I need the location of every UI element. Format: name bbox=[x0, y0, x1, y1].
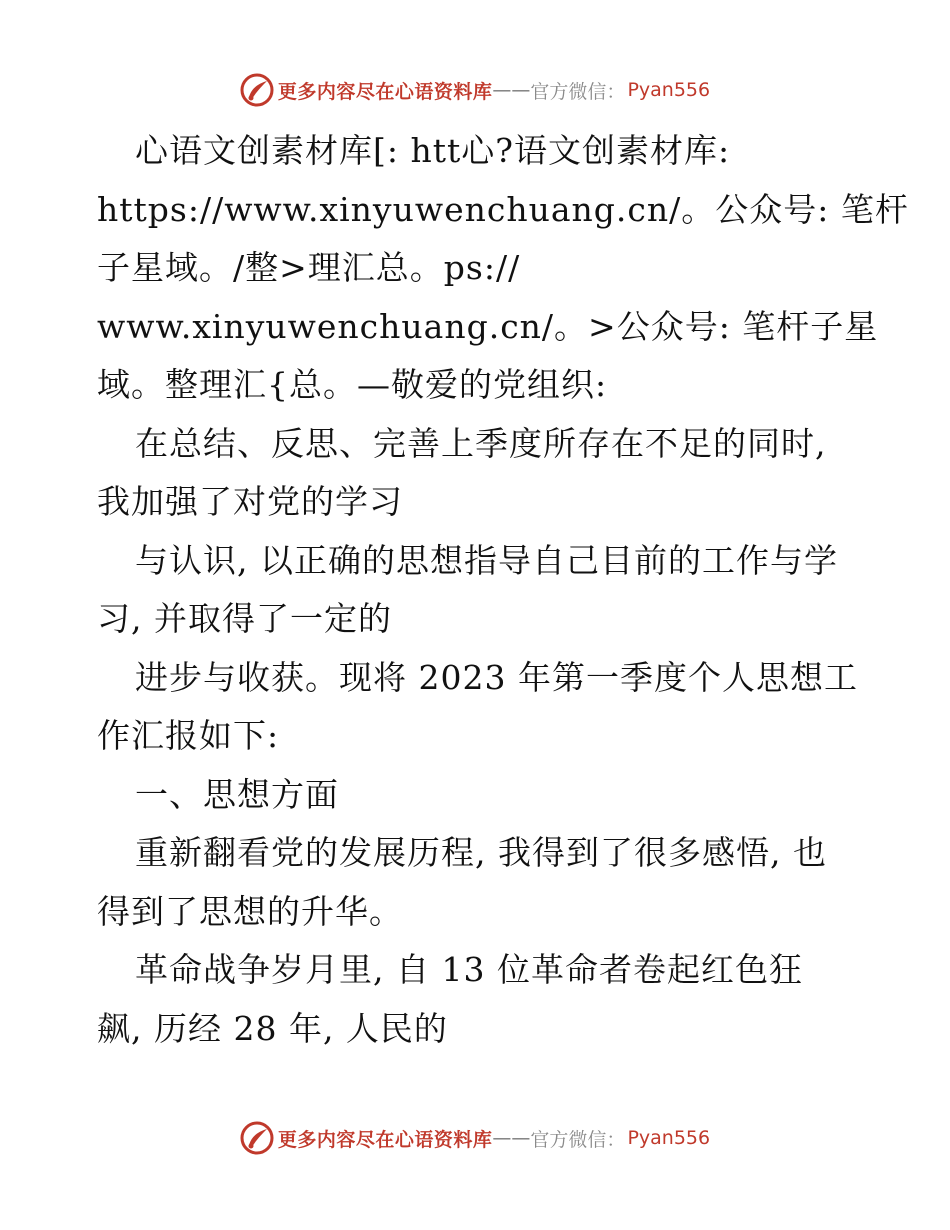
brush-seal-logo-icon bbox=[240, 73, 274, 107]
body-line: 革命战争岁月里, 自 13 位革命者卷起红色狂 bbox=[135, 950, 803, 989]
body-line: 我加强了对党的学习 bbox=[97, 482, 403, 521]
body-line: 作汇报如下: bbox=[97, 716, 280, 755]
banner-wechat-label: 官方微信： bbox=[530, 1128, 626, 1151]
body-line: 在总结、反思、完善上季度所存在不足的同时, bbox=[135, 423, 827, 463]
body-line: 心语文创素材库[: htt心?语文创素材库: bbox=[135, 131, 731, 170]
document-body bbox=[97, 122, 909, 1058]
body-line: 域。整理汇{总。—敬爱的党组织: bbox=[97, 365, 608, 404]
body-line: https://www.xinyuwenchuang.cn/。公众号: 笔杆 bbox=[97, 189, 909, 229]
banner-wechat-id: Pyan556 bbox=[627, 1127, 711, 1149]
brush-seal-logo-icon bbox=[240, 1121, 274, 1155]
banner-separator: —— bbox=[492, 79, 531, 101]
footer-banner bbox=[0, 1118, 950, 1158]
banner-main-text: 更多内容尽在心语资料库 bbox=[277, 1128, 493, 1151]
body-line: www.xinyuwenchuang.cn/。>公众号: 笔杆子星 bbox=[97, 306, 879, 346]
banner-wechat-id: Pyan556 bbox=[627, 79, 711, 101]
banner-main-text: 更多内容尽在心语资料库 bbox=[277, 80, 493, 103]
body-line: 进步与收获。现将 2023 年第一季度个人思想工 bbox=[135, 657, 858, 697]
body-line: 得到了思想的升华。 bbox=[97, 891, 403, 931]
section-heading: 一、思想方面 bbox=[135, 774, 339, 814]
body-line: 与认识, 以正确的思想指导自己目前的工作与学 bbox=[135, 540, 838, 580]
banner-separator: —— bbox=[492, 1127, 531, 1149]
body-line: 习, 并取得了一定的 bbox=[97, 599, 392, 638]
body-line: 子星域。/整>理汇总。ps:// bbox=[97, 248, 521, 287]
banner-wechat-label: 官方微信： bbox=[530, 80, 626, 103]
body-line: 重新翻看党的发展历程, 我得到了很多感悟, 也 bbox=[135, 833, 827, 872]
body-line: 飙, 历经 28 年, 人民的 bbox=[97, 1008, 448, 1048]
header-banner bbox=[0, 70, 950, 110]
